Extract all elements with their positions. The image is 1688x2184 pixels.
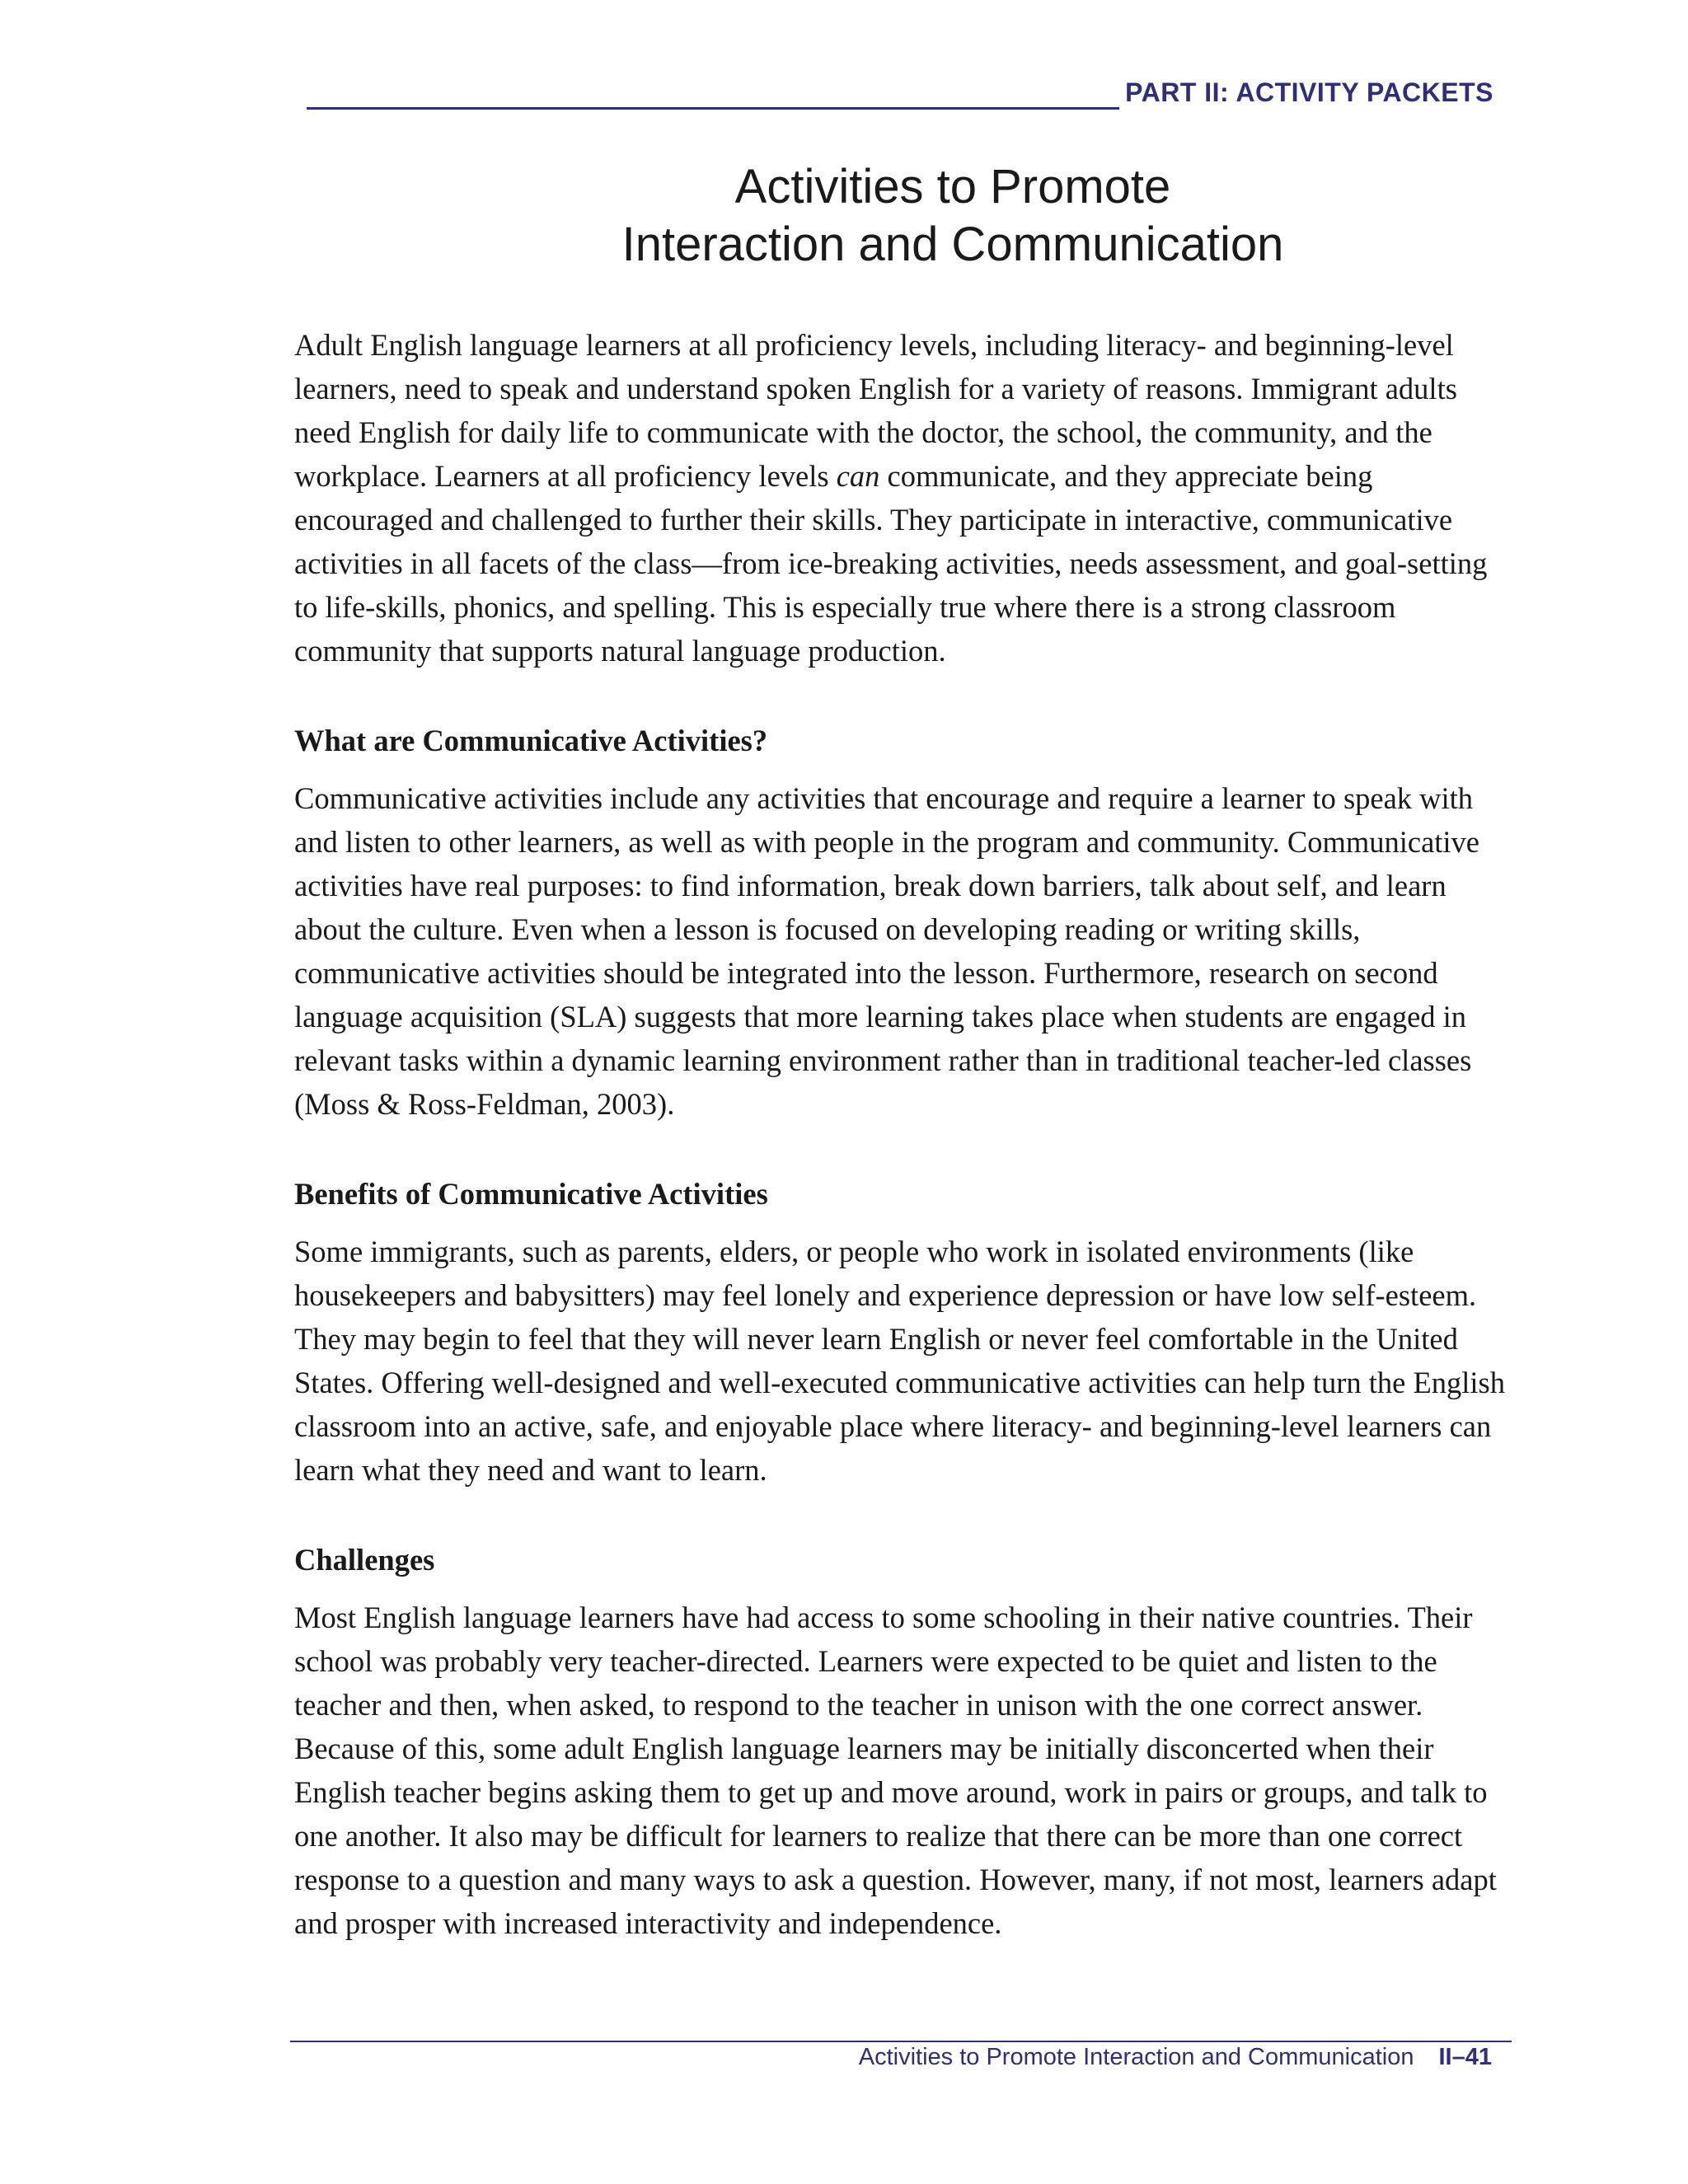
running-footer <box>859 2044 1492 2071</box>
intro-emphasis: can <box>836 459 880 493</box>
page-title-line-2: Interaction and Communication <box>621 218 1284 271</box>
header-rule <box>307 107 1119 110</box>
intro-paragraph <box>294 323 1514 673</box>
section-body-challenges: Most English language learners have had access to some schooling in their native countries. Their school was probably very teacher-directed. Learners were expected to be quiet and listen to the teacher and then, when asked, to respond to the teacher in unison with the one correct answer. Because of this, some adult English language learners may be initially disconcerted when their English teacher begins asking them to get up and move around, work in pairs or groups, and talk to one another. It also may be difficult for learners to realize that there can be more than one correct response to a question and many ways to ask a question. However, many, if not most, learners adapt and prosper with increased interactivity and independence. <box>294 1601 1497 1940</box>
page-title-line-1: Activities to Promote <box>734 160 1171 213</box>
section-heading-what-are: What are Communicative Activities? <box>294 724 768 757</box>
intro-text-before: Adult English language learners at all proficiency levels, including literacy- and beginning-level learners, need to speak and understand spoken English for a variety of reasons. Immigrant adults need English for daily life to communicate with the doctor, the school, the community, and the workplace. Learners at all proficiency levels <box>294 328 1457 493</box>
document-body <box>294 323 1514 1945</box>
section-heading-benefits: Benefits of Communicative Activities <box>294 1177 768 1211</box>
section-body-what-are: Communicative activities include any activities that encourage and require a learner to speak with and listen to other learners, as well as with people in the program and community. Communicative activities have real purposes: to find information, break down barriers, talk about self, and learn about the culture. Even when a lesson is focused on developing reading or writing skills, communicative activities should be integrated into the lesson. Furthermore, research on second language acquisition (SLA) suggests that more learning takes place when students are engaged in relevant tasks within a dynamic learning environment rather than in traditional teacher-led classes (Moss & Ross-Feldman, 2003). <box>294 781 1480 1121</box>
page-title <box>293 158 1612 274</box>
intro-text-after: communicate, and they appreciate being encouraged and challenged to further their skills. They participate in interactive, communicative activities in all facets of the class—from ice-breaking activities, needs assessment, and goal-setting to life-skills, phonics, and spelling. This is especially true where there is a strong classroom community that supports natural language production. <box>294 459 1488 668</box>
page-number: II–41 <box>1438 2044 1492 2070</box>
footer-rule <box>290 2041 1512 2042</box>
section-body-benefits: Some immigrants, such as parents, elders, or people who work in isolated environments (like housekeepers and babysitters) may feel lonely and experience depression or have low self-esteem. They may begin to feel that they will never learn English or never feel comfortable in the United States. Offering well-designed and well-executed communicative activities can help turn the English classroom into an active, safe, and enjoyable place where literacy- and beginning-level learners can learn what they need and want to learn. <box>294 1235 1506 1487</box>
footer-title: Activities to Promote Interaction and Communication <box>858 2044 1414 2070</box>
running-header: PART II: ACTIVITY PACKETS <box>1125 77 1493 107</box>
section-heading-challenges: Challenges <box>294 1543 435 1577</box>
